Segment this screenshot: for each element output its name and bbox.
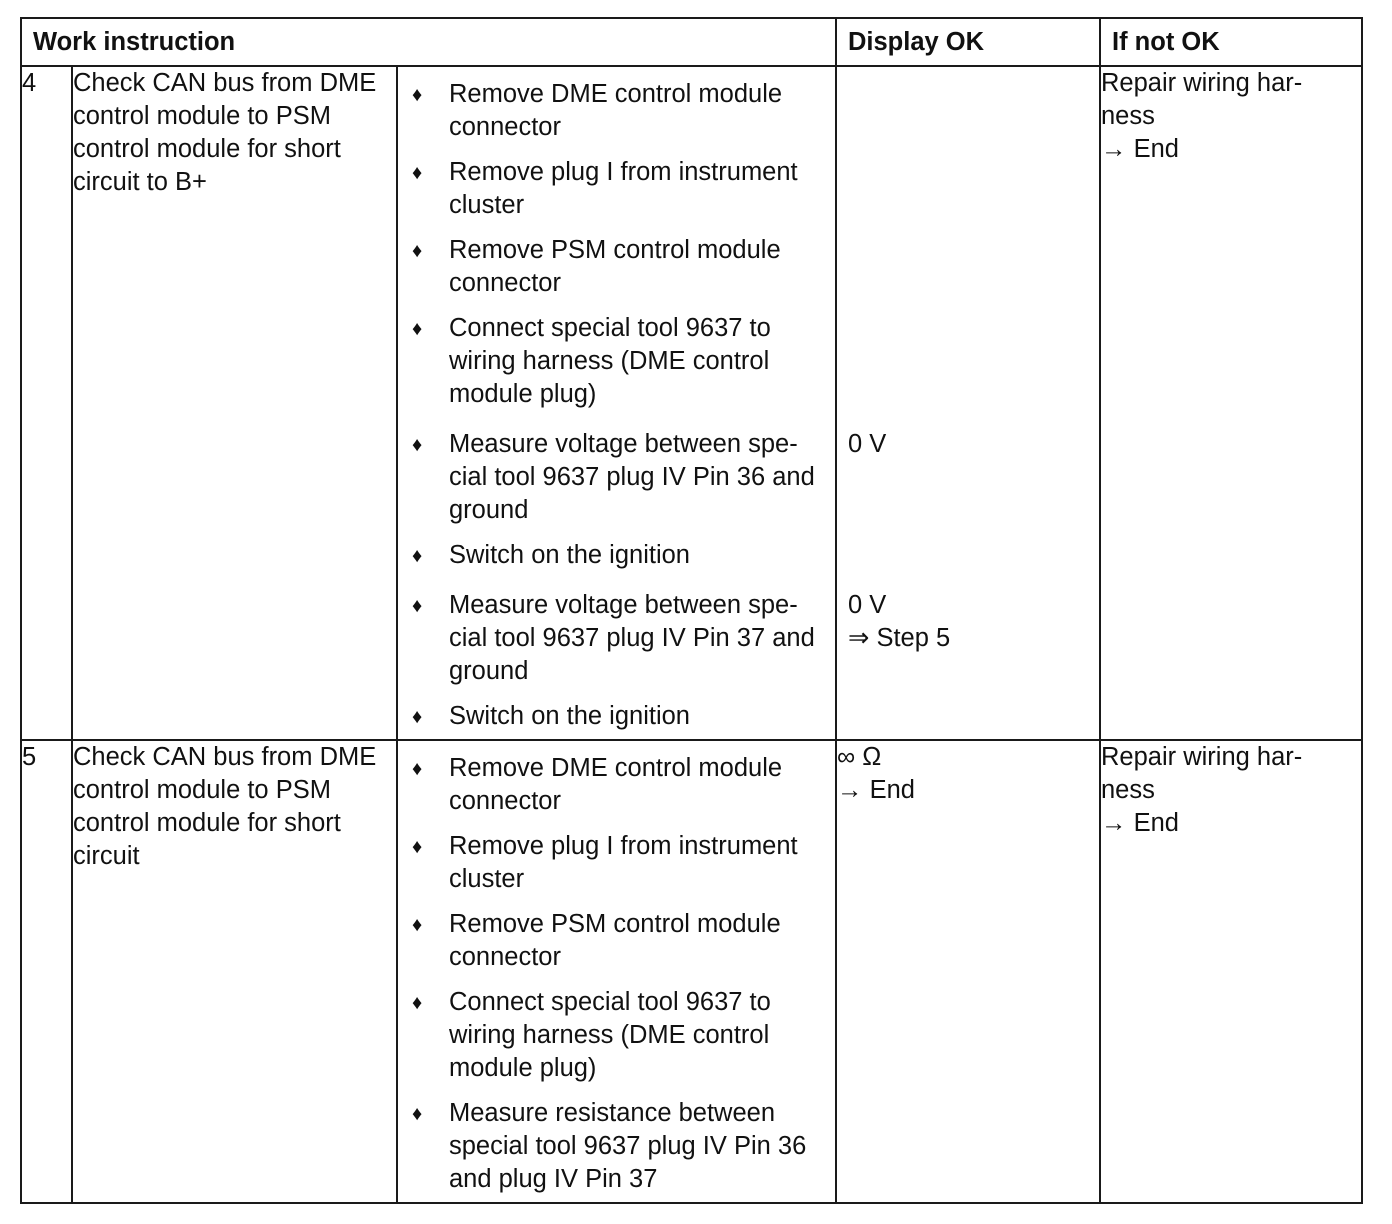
instruction-line: connector: [449, 113, 561, 141]
instruction-line: and plug IV Pin 37: [449, 1165, 658, 1193]
instruction-line: Measure voltage between spe-: [449, 430, 798, 458]
header-work-instruction: Work instruction: [21, 18, 836, 66]
display-ok-cell: [836, 66, 1100, 740]
instruction-line: cial tool 9637 plug IV Pin 36 and: [449, 463, 815, 491]
display-line: 0 V: [848, 591, 887, 619]
instruction-line: Connect special tool 9637 to: [449, 314, 771, 342]
diamond-bullet-icon: ♦: [412, 1103, 423, 1125]
instruction-line: Remove plug I from instrument: [449, 158, 798, 186]
table-row-step-4: [21, 66, 1362, 740]
instruction-line: cial tool 9637 plug IV Pin 37 and: [449, 624, 815, 652]
list-item: [398, 819, 835, 897]
header-if-not-ok: If not OK: [1100, 18, 1362, 66]
list-item: [398, 741, 835, 819]
instruction-line: wiring harness (DME control: [449, 1021, 770, 1049]
diamond-bullet-icon: ♦: [412, 992, 423, 1014]
description-line: control module for short: [73, 135, 341, 163]
diamond-bullet-icon: ♦: [412, 434, 423, 456]
if-not-ok-cell: [1100, 66, 1362, 740]
instruction-line: ground: [449, 496, 529, 524]
list-item: [398, 528, 835, 578]
work-instruction-table: [20, 17, 1363, 1204]
instruction-line: Switch on the ignition: [449, 541, 690, 569]
step-description: [72, 740, 397, 1203]
description-line: circuit to B+: [73, 168, 207, 196]
instruction-line: Remove DME control module: [449, 754, 783, 782]
description-line: Check CAN bus from DME: [73, 69, 377, 97]
display-line: ∞ Ω: [837, 743, 882, 771]
instruction-line: ground: [449, 657, 529, 685]
diamond-bullet-icon: ♦: [412, 836, 423, 858]
instruction-line: module plug): [449, 1054, 597, 1082]
instruction-line: cluster: [449, 191, 525, 219]
step-number: 5: [21, 740, 72, 1203]
instruction-line: module plug): [449, 380, 597, 408]
step-number: 4: [21, 66, 72, 740]
instruction-line: cluster: [449, 865, 525, 893]
diamond-bullet-icon: ♦: [412, 84, 423, 106]
list-item: [398, 897, 835, 975]
list-item: [398, 689, 835, 739]
instruction-line: connector: [449, 943, 561, 971]
list-item: [398, 301, 835, 417]
description-line: circuit: [73, 842, 140, 870]
diamond-bullet-icon: ♦: [412, 162, 423, 184]
remedy-line: ness: [1101, 776, 1155, 804]
diamond-bullet-icon: ♦: [412, 318, 423, 340]
description-line: control module to PSM: [73, 776, 331, 804]
instruction-line: Measure resistance between: [449, 1099, 776, 1127]
step-instructions: [397, 740, 836, 1203]
if-not-ok-cell: [1100, 740, 1362, 1203]
instruction-line: wiring harness (DME control: [449, 347, 770, 375]
instruction-line: special tool 9637 plug IV Pin 36: [449, 1132, 807, 1160]
display-ok-cell: [836, 740, 1100, 1203]
instruction-line: connector: [449, 269, 561, 297]
instruction-line: Connect special tool 9637 to: [449, 988, 771, 1016]
description-line: control module to PSM: [73, 102, 331, 130]
list-item: [398, 145, 835, 223]
description-line: Check CAN bus from DME: [73, 743, 377, 771]
instruction-line: Remove PSM control module: [449, 910, 781, 938]
step-description: [72, 66, 397, 740]
diamond-bullet-icon: ♦: [412, 595, 423, 617]
diamond-bullet-icon: ♦: [412, 706, 423, 728]
diamond-bullet-icon: ♦: [412, 758, 423, 780]
instruction-line: Remove PSM control module: [449, 236, 781, 264]
table-row-step-5: [21, 740, 1362, 1203]
description-line: control module for short: [73, 809, 341, 837]
header-display-ok: Display OK: [836, 18, 1100, 66]
instruction-line: Remove DME control module: [449, 80, 783, 108]
display-line: ⇒ Step 5: [848, 624, 951, 652]
remedy-line: ness: [1101, 102, 1155, 130]
display-line: 0 V: [848, 430, 887, 458]
diamond-bullet-icon: ♦: [412, 240, 423, 262]
list-item: [398, 417, 835, 528]
display-value: [837, 417, 1099, 578]
instruction-line: Measure voltage between spe-: [449, 591, 798, 619]
instruction-line: Remove plug I from instrument: [449, 832, 798, 860]
remedy-line: Repair wiring har-: [1101, 69, 1303, 97]
instruction-line: connector: [449, 787, 561, 815]
step-instructions: [397, 66, 836, 740]
list-item: [398, 67, 835, 145]
remedy-line: → End: [1101, 809, 1179, 837]
list-item: [398, 223, 835, 301]
instruction-line: Switch on the ignition: [449, 702, 690, 730]
list-item: [398, 975, 835, 1086]
list-item: [398, 578, 835, 689]
remedy-line: → End: [1101, 135, 1179, 163]
display-line: → End: [837, 776, 915, 804]
list-item: [398, 1086, 835, 1197]
header-row: [21, 18, 1362, 66]
remedy-line: Repair wiring har-: [1101, 743, 1303, 771]
diamond-bullet-icon: ♦: [412, 914, 423, 936]
display-value: [837, 578, 1099, 689]
diamond-bullet-icon: ♦: [412, 545, 423, 567]
